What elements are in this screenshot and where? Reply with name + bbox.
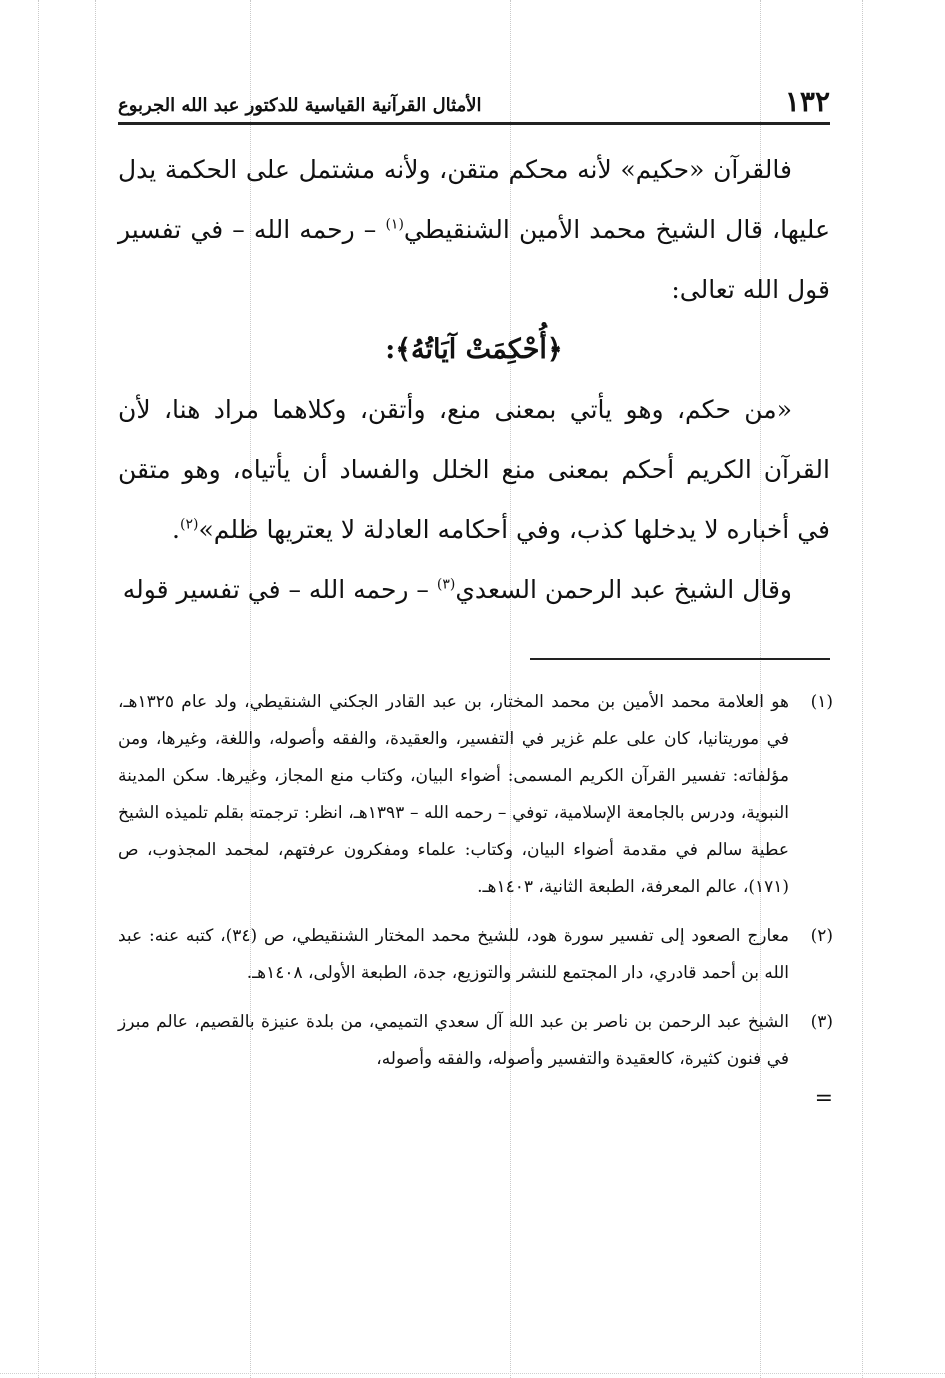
footnotes <box>118 684 833 1111</box>
footnote-number: (٢) <box>810 926 833 946</box>
footnote-text: الشيخ عبد الرحمن بن ناصر بن عبد الله آل سعدي التميمي، من بلدة عنيزة بالقصيم، عالم مبرز في فنون كثيرة، كالعقيدة والتفسير وأصوله، والفقه وأصوله، <box>118 1012 789 1069</box>
footnote-3 <box>118 1004 833 1078</box>
footnote-ref-3: (٣) <box>436 576 456 593</box>
continuation-mark: = <box>814 1086 833 1111</box>
footnote-number: (٣) <box>810 1012 833 1032</box>
page-number: ١٣٢ <box>784 85 830 118</box>
footnote-number: (١) <box>810 692 833 712</box>
footnote-2 <box>118 918 833 992</box>
paragraph-2-text: «من حكم، وهو يأتي بمعنى منع، وأتقن، وكلاهما مراد هنا، لأن القرآن الكريم أحكم بمعنى منع الخلل والفساد أن يأتياه، وهو متقن في أخباره لا يدخلها كذب، وفي أحكامه العادلة لا يعتريها ظلم» <box>118 395 830 544</box>
footnote-1 <box>118 684 833 906</box>
paragraph-3-part-a: وقال الشيخ عبد الرحمن السعدي <box>455 575 792 604</box>
page-header <box>118 82 830 125</box>
paragraph-1-part-a: فالقرآن «حكيم» لأنه محكم متقن، ولأنه مشتمل على الحكمة يدل عليها، قال الشيخ محمد الأمين الشنقيطي <box>118 155 830 244</box>
body-text <box>118 140 830 620</box>
footnote-separator <box>530 658 830 660</box>
paragraph-3-part-b: – رحمه الله – في تفسير قوله <box>122 575 437 604</box>
footnote-text: معارج الصعود إلى تفسير سورة هود، للشيخ محمد المختار الشنقيطي، ص (٣٤)، كتبه عنه: عبد الله بن أحمد قادري، دار المجتمع للنشر والتوزيع، جدة، الطبعة الأولى، ١٤٠٨هـ. <box>118 926 789 983</box>
paragraph-1-part-b: – رحمه الله – في تفسير قول الله تعالى: <box>118 215 830 304</box>
running-title: الأمثال القرآنية القياسية للدكتور عبد الله الجربوع <box>118 95 482 116</box>
quran-verse: ﴿أُحْكِمَتْ آيَاتُهُ﴾: <box>385 334 563 365</box>
footnote-ref-2: (٢) <box>180 516 199 533</box>
footnote-text: هو العلامة محمد الأمين بن محمد المختار، بن عبد القادر الجكني الشنقيطي، ولد عام ١٣٢٥هـ، في موريتانيا، كان على علم غزير في التفسير، والعقيدة، والفقه وأصوله، واللغة، وغيرها، ومن مؤلفاته: تفسير القرآن الكريم المسمى: أضواء البيان، وكتاب منع المجاز، وغيرها. سكن المدينة النبوية، ودرس بالجامعة الإسلامية، توفي – رحمه الله – ١٣٩٣هـ، انظر: ترجمته بقلم تلميذه الشيخ عطية سالم في مقدمة أضواء البيان، وكتاب: علماء ومفكرون عرفتهم، لمحمد المجذوب، ص (١٧١)، عالم المعرفة، الطبعة الثانية، ١٤٠٣هـ. <box>118 692 790 897</box>
paragraph-3 <box>118 560 830 620</box>
paragraph-2 <box>118 380 830 560</box>
paragraph-2-end: . <box>172 515 180 544</box>
paragraph-1 <box>118 140 830 320</box>
footnote-ref-1: (١) <box>385 216 404 233</box>
